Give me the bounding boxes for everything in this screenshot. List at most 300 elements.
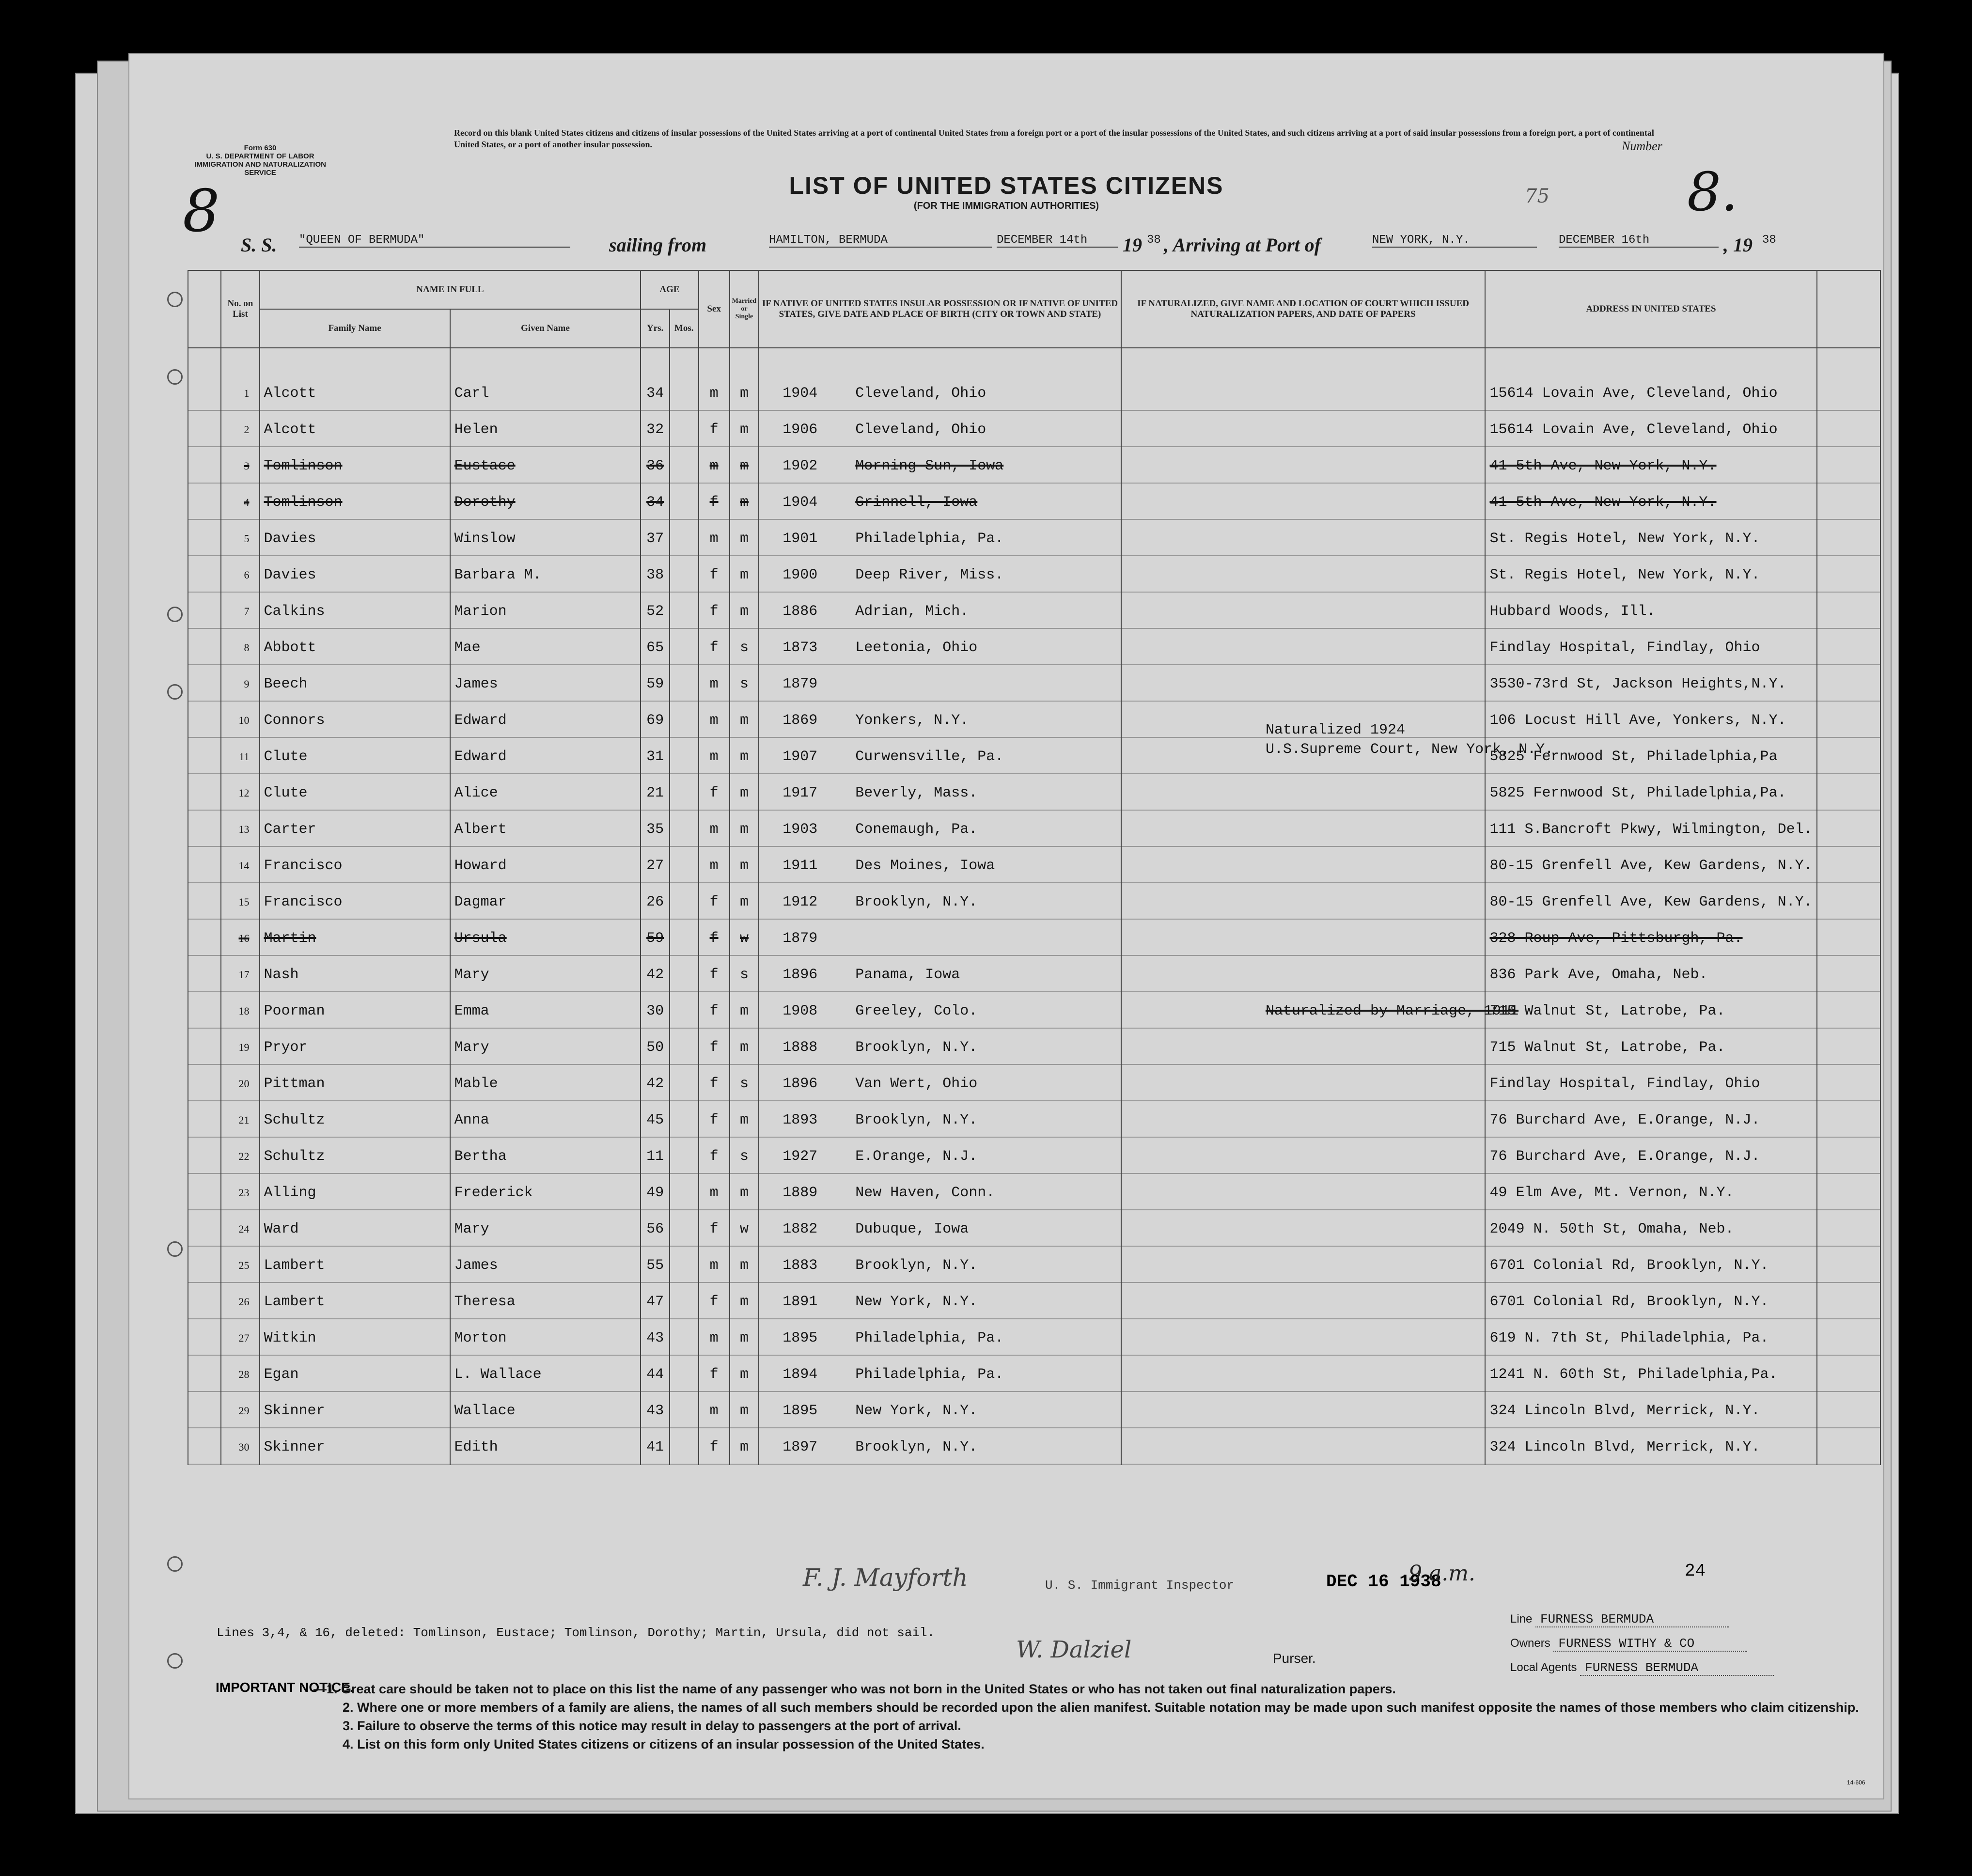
table-row xyxy=(188,1429,1880,1465)
family-name: Nash xyxy=(260,956,450,993)
handwritten-number: 8. xyxy=(1687,161,1738,223)
sex: f xyxy=(699,1029,730,1065)
family-name: Tomlinson xyxy=(260,484,450,520)
family-name: Alcott xyxy=(260,375,450,411)
table-row xyxy=(188,1320,1880,1356)
address: 41-5th Ave, New York, N.Y. xyxy=(1485,484,1816,520)
marital-status: m xyxy=(730,993,759,1029)
birth xyxy=(759,920,1121,956)
address: 5825 Fernwood St, Philadelphia,Pa xyxy=(1485,738,1816,775)
sex: f xyxy=(699,557,730,593)
sex: m xyxy=(699,375,730,411)
marital-status: m xyxy=(730,484,759,520)
age-years: 49 xyxy=(641,1174,670,1211)
birth-place: Yonkers, N.Y. xyxy=(855,712,969,729)
family-name: Martin xyxy=(260,920,450,956)
sail-year: 38 xyxy=(1147,234,1161,247)
age-years: 43 xyxy=(641,1392,670,1429)
table-row xyxy=(188,1138,1880,1174)
agents-label: Local Agents xyxy=(1510,1661,1577,1674)
birth-year: 1882 xyxy=(783,1220,818,1237)
col-sex: Sex xyxy=(699,270,730,348)
marital-status: m xyxy=(730,1356,759,1392)
marital-status: m xyxy=(730,1283,759,1320)
birth-place: Cleveland, Ohio xyxy=(855,385,986,402)
extra xyxy=(1817,920,1880,956)
given-name: Anna xyxy=(450,1102,641,1138)
hole-cell xyxy=(188,666,221,702)
birth xyxy=(759,1429,1121,1465)
naturalization xyxy=(1121,1102,1486,1138)
given-name: Howard xyxy=(450,847,641,884)
sex: m xyxy=(699,520,730,557)
birth xyxy=(759,811,1121,847)
given-name: Mary xyxy=(450,956,641,993)
table-row xyxy=(188,375,1880,411)
birth-place: Philadelphia, Pa. xyxy=(855,1366,1004,1383)
row-number: 29 xyxy=(221,1392,259,1429)
table-row xyxy=(188,1392,1880,1429)
birth xyxy=(759,1102,1121,1138)
row-number: 16 xyxy=(221,920,259,956)
age-years: 27 xyxy=(641,847,670,884)
age-months xyxy=(670,666,699,702)
age-years: 65 xyxy=(641,629,670,666)
given-name: Dagmar xyxy=(450,884,641,920)
address: Findlay Hospital, Findlay, Ohio xyxy=(1485,1065,1816,1102)
row-number: 1 xyxy=(221,375,259,411)
age-months xyxy=(670,1102,699,1138)
row-number: 13 xyxy=(221,811,259,847)
table-row xyxy=(188,847,1880,884)
age-months xyxy=(670,629,699,666)
row-number: 19 xyxy=(221,1029,259,1065)
family-name: Carter xyxy=(260,811,450,847)
col-naturalized: IF NATURALIZED, GIVE NAME AND LOCATION OF COURT WHICH ISSUED NATURALIZATION PAPERS, AND DATE OF PAPERS xyxy=(1121,270,1486,348)
given-name: Eustace xyxy=(450,448,641,484)
address: 328 Roup Ave, Pittsburgh, Pa. xyxy=(1485,920,1816,956)
age-months xyxy=(670,1429,699,1465)
extra xyxy=(1817,666,1880,702)
table-row xyxy=(188,811,1880,847)
row-number: 12 xyxy=(221,775,259,811)
hole-cell xyxy=(188,1283,221,1320)
birth-year: 1894 xyxy=(783,1366,818,1383)
sail-year-prefix: 19 xyxy=(1123,234,1142,256)
age-months xyxy=(670,557,699,593)
extra xyxy=(1817,1065,1880,1102)
family-name: Lambert xyxy=(260,1247,450,1283)
given-name: Mary xyxy=(450,1029,641,1065)
row-number: 17 xyxy=(221,956,259,993)
col-married: Married or Single xyxy=(730,270,759,348)
address: 324 Lincoln Blvd, Merrick, N.Y. xyxy=(1485,1392,1816,1429)
sex: m xyxy=(699,448,730,484)
age-years: 34 xyxy=(641,375,670,411)
hole-cell xyxy=(188,629,221,666)
sex: f xyxy=(699,884,730,920)
age-years: 11 xyxy=(641,1138,670,1174)
address: 836 Park Ave, Omaha, Neb. xyxy=(1485,956,1816,993)
age-years: 42 xyxy=(641,1065,670,1102)
given-name: Morton xyxy=(450,1320,641,1356)
age-months xyxy=(670,375,699,411)
given-name: Carl xyxy=(450,375,641,411)
age-months xyxy=(670,448,699,484)
row-number: 6 xyxy=(221,557,259,593)
marital-status: m xyxy=(730,775,759,811)
birth-place: Panama, Iowa xyxy=(855,966,960,983)
sex: f xyxy=(699,920,730,956)
age-months xyxy=(670,702,699,738)
birth-place: New York, N.Y. xyxy=(855,1402,978,1419)
col-birth: IF NATIVE OF UNITED STATES INSULAR POSSESSION OR IF NATIVE OF UNITED STATES, GIVE DATE AND PLACE OF BIRTH (CITY OR TOWN AND STATE) xyxy=(759,270,1121,348)
age-years: 52 xyxy=(641,593,670,629)
marital-status: m xyxy=(730,884,759,920)
notice-item: 3. Failure to observe the terms of this notice may result in delay to passengers at the port of arrival. xyxy=(343,1719,961,1733)
marital-status: m xyxy=(730,375,759,411)
arrival-date: DECEMBER 16th xyxy=(1559,234,1719,248)
birth xyxy=(759,448,1121,484)
extra xyxy=(1817,847,1880,884)
birth-year: 1917 xyxy=(783,784,818,801)
sex: m xyxy=(699,1320,730,1356)
extra xyxy=(1817,702,1880,738)
extra xyxy=(1817,484,1880,520)
naturalization xyxy=(1121,1211,1486,1247)
birth-place: Brooklyn, N.Y. xyxy=(855,1111,978,1128)
naturalization xyxy=(1121,1247,1486,1283)
birth-year: 1891 xyxy=(783,1293,818,1310)
hole-cell xyxy=(188,811,221,847)
marital-status: m xyxy=(730,738,759,775)
birth-place: Conemaugh, Pa. xyxy=(855,821,978,838)
naturalization xyxy=(1121,1320,1486,1356)
table-row xyxy=(188,738,1880,775)
birth xyxy=(759,520,1121,557)
birth-year: 1912 xyxy=(783,893,818,910)
extra xyxy=(1817,629,1880,666)
birth-year: 1888 xyxy=(783,1039,818,1056)
birth-year: 1886 xyxy=(783,603,818,620)
address: 324 Lincoln Blvd, Merrick, N.Y. xyxy=(1485,1429,1816,1465)
birth-year: 1904 xyxy=(783,494,818,511)
row-number: 2 xyxy=(221,411,259,448)
marital-status: m xyxy=(730,1429,759,1465)
given-name: Barbara M. xyxy=(450,557,641,593)
punch-hole xyxy=(167,684,183,700)
sex: f xyxy=(699,629,730,666)
birth-year: 1869 xyxy=(783,712,818,729)
sex: m xyxy=(699,702,730,738)
marital-status: m xyxy=(730,847,759,884)
marital-status: m xyxy=(730,811,759,847)
important-notice xyxy=(313,1680,1917,1753)
age-months xyxy=(670,847,699,884)
birth xyxy=(759,1174,1121,1211)
sex: m xyxy=(699,1247,730,1283)
birth xyxy=(759,593,1121,629)
extra xyxy=(1817,1247,1880,1283)
sex: f xyxy=(699,993,730,1029)
birth-place: Brooklyn, N.Y. xyxy=(855,1039,978,1056)
row-number: 28 xyxy=(221,1356,259,1392)
age-years: 35 xyxy=(641,811,670,847)
print-code: 14-606 xyxy=(1847,1779,1865,1786)
address: 715 Walnut St, Latrobe, Pa. xyxy=(1485,993,1816,1029)
notice-item: 4. List on this form only United States citizens or citizens of an insular possession of the United States. xyxy=(343,1737,985,1751)
address: Findlay Hospital, Findlay, Ohio xyxy=(1485,629,1816,666)
birth xyxy=(759,375,1121,411)
given-name: Mae xyxy=(450,629,641,666)
age-years: 47 xyxy=(641,1283,670,1320)
marital-status: s xyxy=(730,1065,759,1102)
extra xyxy=(1817,520,1880,557)
sex: m xyxy=(699,666,730,702)
row-number: 21 xyxy=(221,1102,259,1138)
birth-place: Grinnell, Iowa xyxy=(855,494,978,511)
age-years: 31 xyxy=(641,738,670,775)
row-number: 18 xyxy=(221,993,259,1029)
arriving-label: , Arriving at Port of xyxy=(1164,234,1321,256)
birth-year: 1893 xyxy=(783,1111,818,1128)
row-number: 25 xyxy=(221,1247,259,1283)
marital-status: m xyxy=(730,1174,759,1211)
row-number: 15 xyxy=(221,884,259,920)
inspector-label: U. S. Immigrant Inspector xyxy=(1045,1578,1235,1593)
row-number: 20 xyxy=(221,1065,259,1102)
hole-cell xyxy=(188,448,221,484)
extra xyxy=(1817,956,1880,993)
age-years: 55 xyxy=(641,1247,670,1283)
address: 6701 Colonial Rd, Brooklyn, N.Y. xyxy=(1485,1283,1816,1320)
inspection-time: 9 a.m. xyxy=(1409,1561,1475,1586)
hole-cell xyxy=(188,956,221,993)
col-age: AGE xyxy=(641,270,698,309)
marital-status: m xyxy=(730,593,759,629)
address: 41-5th Ave, New York, N.Y. xyxy=(1485,448,1816,484)
marital-status: m xyxy=(730,1320,759,1356)
hole-cell xyxy=(188,1029,221,1065)
birth-year: 1897 xyxy=(783,1438,818,1455)
birth-year: 1927 xyxy=(783,1148,818,1165)
birth xyxy=(759,956,1121,993)
birth-year: 1907 xyxy=(783,748,818,765)
age-years: 50 xyxy=(641,1029,670,1065)
col-no: No. on List xyxy=(221,270,259,348)
extra xyxy=(1817,993,1880,1029)
birth xyxy=(759,484,1121,520)
naturalization xyxy=(1121,811,1486,847)
table-row xyxy=(188,1283,1880,1320)
address: 80-15 Grenfell Ave, Kew Gardens, N.Y. xyxy=(1485,884,1816,920)
hole-column-header xyxy=(188,270,221,348)
hole-cell xyxy=(188,1102,221,1138)
address: 2049 N. 50th St, Omaha, Neb. xyxy=(1485,1211,1816,1247)
marital-status: s xyxy=(730,629,759,666)
birth-place: Curwensville, Pa. xyxy=(855,748,1004,765)
owners-value: FURNESS WITHY & CO xyxy=(1553,1636,1747,1652)
age-years: 30 xyxy=(641,993,670,1029)
age-months xyxy=(670,811,699,847)
age-months xyxy=(670,484,699,520)
table-row xyxy=(188,520,1880,557)
page-number: 24 xyxy=(1685,1561,1706,1581)
line-field xyxy=(1510,1612,1729,1627)
naturalization-martin: Naturalized by Marriage, 1911 xyxy=(1266,1003,1519,1019)
hole-cell xyxy=(188,593,221,629)
given-name: Alice xyxy=(450,775,641,811)
naturalization xyxy=(1121,484,1486,520)
inspector-signature: F. J. Mayforth xyxy=(803,1563,968,1592)
extra xyxy=(1817,1138,1880,1174)
given-name: Emma xyxy=(450,993,641,1029)
marital-status: m xyxy=(730,448,759,484)
row-number: 26 xyxy=(221,1283,259,1320)
ss-label: S. S. xyxy=(241,234,277,256)
given-name: Wallace xyxy=(450,1392,641,1429)
marital-status: m xyxy=(730,1102,759,1138)
age-months xyxy=(670,1174,699,1211)
given-name: Bertha xyxy=(450,1138,641,1174)
family-name: Davies xyxy=(260,520,450,557)
hole-cell xyxy=(188,884,221,920)
naturalization xyxy=(1121,1174,1486,1211)
row-number: 3 xyxy=(221,448,259,484)
arrival-port: NEW YORK, N.Y. xyxy=(1372,234,1537,248)
given-name: Theresa xyxy=(450,1283,641,1320)
birth-place: Van Wert, Ohio xyxy=(855,1075,978,1092)
family-name: Schultz xyxy=(260,1138,450,1174)
birth-place: Adrian, Mich. xyxy=(855,603,969,620)
row-number: 9 xyxy=(221,666,259,702)
birth-year: 1906 xyxy=(783,421,818,438)
family-name: Egan xyxy=(260,1356,450,1392)
sail-date: DECEMBER 14th xyxy=(997,234,1118,248)
address: 6701 Colonial Rd, Brooklyn, N.Y. xyxy=(1485,1247,1816,1283)
birth-place: New York, N.Y. xyxy=(855,1293,978,1310)
arrival-year: 38 xyxy=(1762,234,1776,247)
birth-place: New Haven, Conn. xyxy=(855,1184,995,1201)
birth-year: 1896 xyxy=(783,1075,818,1092)
table-row xyxy=(188,1211,1880,1247)
family-name: Schultz xyxy=(260,1102,450,1138)
age-years: 41 xyxy=(641,1429,670,1465)
table-row xyxy=(188,884,1880,920)
age-months xyxy=(670,411,699,448)
handwritten-left-number: 8 xyxy=(183,178,220,245)
birth-place: Philadelphia, Pa. xyxy=(855,530,1004,547)
age-years: 21 xyxy=(641,775,670,811)
naturalization xyxy=(1121,557,1486,593)
pencil-number: 75 xyxy=(1525,185,1549,207)
from-port: HAMILTON, BERMUDA xyxy=(769,234,992,248)
table-row xyxy=(188,629,1880,666)
sex: m xyxy=(699,1174,730,1211)
hole-cell xyxy=(188,775,221,811)
birth-year: 1873 xyxy=(783,639,818,656)
given-name: James xyxy=(450,1247,641,1283)
naturalization xyxy=(1121,629,1486,666)
extra xyxy=(1817,1174,1880,1211)
age-months xyxy=(670,1283,699,1320)
birth xyxy=(759,775,1121,811)
table-row xyxy=(188,956,1880,993)
marital-status: m xyxy=(730,1392,759,1429)
hole-cell xyxy=(188,1247,221,1283)
naturalization xyxy=(1121,775,1486,811)
col-yrs: Yrs. xyxy=(641,309,670,348)
birth-year: 1901 xyxy=(783,530,818,547)
birth xyxy=(759,629,1121,666)
age-months xyxy=(670,775,699,811)
extra xyxy=(1817,811,1880,847)
row-number: 24 xyxy=(221,1211,259,1247)
punch-hole xyxy=(167,1556,183,1572)
extra xyxy=(1817,593,1880,629)
table-row xyxy=(188,1065,1880,1102)
naturalization xyxy=(1121,1065,1486,1102)
sex: f xyxy=(699,411,730,448)
extra xyxy=(1817,884,1880,920)
hole-cell xyxy=(188,920,221,956)
line-value: FURNESS BERMUDA xyxy=(1535,1612,1729,1627)
age-years: 56 xyxy=(641,1211,670,1247)
table-row xyxy=(188,1247,1880,1283)
birth-year: 1896 xyxy=(783,966,818,983)
table-row xyxy=(188,920,1880,956)
given-name: Dorothy xyxy=(450,484,641,520)
age-months xyxy=(670,1247,699,1283)
agents-field xyxy=(1510,1660,1774,1676)
hole-cell xyxy=(188,702,221,738)
family-name: Francisco xyxy=(260,884,450,920)
age-years: 69 xyxy=(641,702,670,738)
row-number: 8 xyxy=(221,629,259,666)
sex: f xyxy=(699,775,730,811)
naturalization xyxy=(1121,593,1486,629)
row-number: 10 xyxy=(221,702,259,738)
family-name: Alcott xyxy=(260,411,450,448)
birth-place: Morning Sun, Iowa xyxy=(855,457,1004,474)
family-name: Tomlinson xyxy=(260,448,450,484)
marital-status: m xyxy=(730,411,759,448)
naturalization xyxy=(1121,520,1486,557)
row-number: 4 xyxy=(221,484,259,520)
birth xyxy=(759,884,1121,920)
table-row xyxy=(188,1174,1880,1211)
marital-status: m xyxy=(730,702,759,738)
birth xyxy=(759,1211,1121,1247)
address: 715 Walnut St, Latrobe, Pa. xyxy=(1485,1029,1816,1065)
naturalization xyxy=(1121,847,1486,884)
naturalization xyxy=(1121,920,1486,956)
naturalization xyxy=(1121,1029,1486,1065)
sex: f xyxy=(699,1102,730,1138)
ship-name: "QUEEN OF BERMUDA" xyxy=(299,234,570,248)
table-row xyxy=(188,1356,1880,1392)
naturalization-line1: Naturalized 1924 xyxy=(1266,722,1406,738)
family-name: Davies xyxy=(260,557,450,593)
sex: f xyxy=(699,1138,730,1174)
birth xyxy=(759,1320,1121,1356)
family-name: Calkins xyxy=(260,593,450,629)
given-name: Mable xyxy=(450,1065,641,1102)
page-subtitle: (FOR THE IMMIGRATION AUTHORITIES) xyxy=(913,201,1099,211)
sailing-label: sailing from xyxy=(609,234,707,256)
age-months xyxy=(670,1320,699,1356)
sex: f xyxy=(699,484,730,520)
